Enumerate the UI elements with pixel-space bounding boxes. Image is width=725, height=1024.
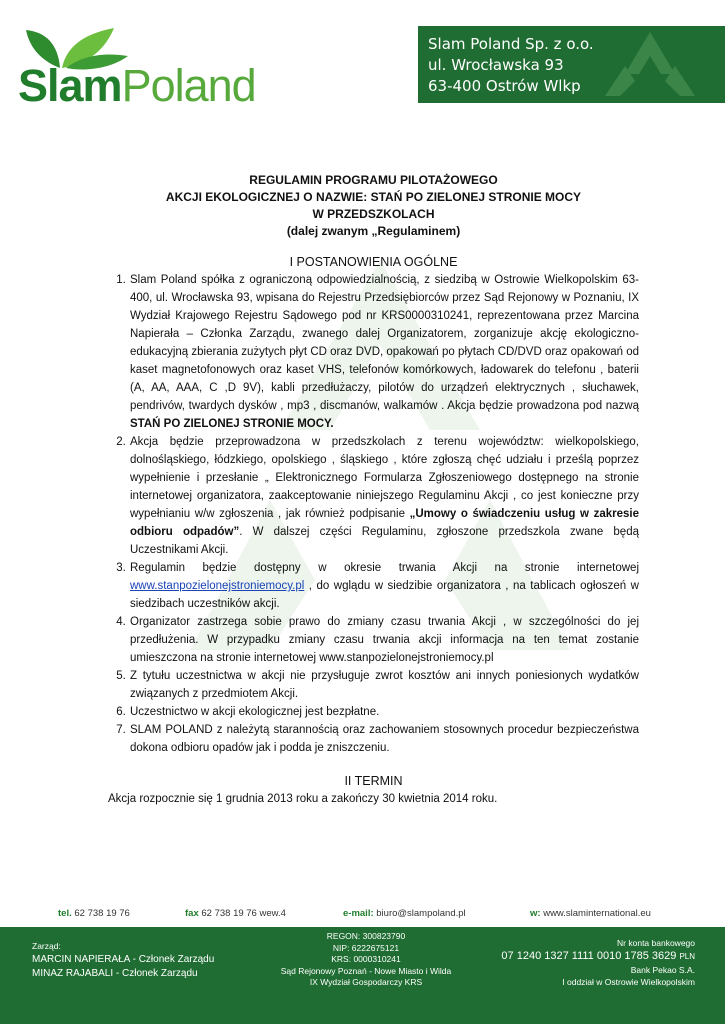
company-logo bbox=[18, 22, 328, 112]
list-item: 2. Akcja będzie przeprowadzona w przedszkolach z terenu województw: wielkopolskiego, dolnośląskiego, łódzkiego, opolskiego , śląskiego , które zgłoszą chęć udziału i prześlą poprzez wypełnienie i przesłanie „ Elektronicznego Formularza Zgłoszeniowego dostępnego na stronie internetowej organizatora, zaakceptowanie niniejszego Regulaminu Akcji , co jest konieczne przy wypełnianiu w/w zgłoszenia , jak również podpisanie „Umowy o świadczeniu usług w zakresie odbioru odpadów”. W dalszej części Regulaminu, zgłoszone przedszkola zwane będą Uczestnikami Akcji. bbox=[129, 433, 639, 559]
section-heading-term: II TERMIN bbox=[344, 774, 403, 788]
fax: fax 62 738 19 76 wew.4 bbox=[185, 908, 286, 919]
list-item: 5. Z tytułu uczestnictwa w akcji nie przysługuje zwrot kosztów ani innych poniesionych wydatków związanych z przedmiotem Akcji. bbox=[129, 667, 639, 703]
title-line: REGULAMIN PROGRAMU PILOTAŻOWEGO bbox=[249, 173, 498, 187]
title-line: (dalej zwanym „Regulaminem) bbox=[286, 224, 461, 238]
nip: NIP: 6222675121 bbox=[332, 942, 400, 953]
bank-branch: I oddział w Ostrowie Wielkopolskim bbox=[562, 977, 695, 987]
registry-info bbox=[276, 931, 456, 989]
bank-name: Bank Pekao S.A. bbox=[630, 965, 695, 975]
header-company-name: Slam Poland Sp. z o.o. bbox=[428, 35, 594, 53]
list-item: 7. SLAM POLAND z należytą starannością oraz zachowaniem stosownych procedur bezpieczeństwa dokona odbioru opadów jak i podda je zniszczeniu. bbox=[129, 721, 639, 757]
title-line: AKCJI EKOLOGICZNEJ O NAZWIE: STAŃ PO ZIELONEJ STRONIE MOCY bbox=[165, 190, 582, 204]
list-item: 3. Regulamin będzie dostępny w okresie trwania Akcji na stronie internetowej www.stanpozielonejstroniemocy.pl , do wglądu w siedzibie organizatora , na tablicach ogłoszeń w siedzibach uczestników akcji. bbox=[129, 559, 639, 613]
court-division: IX Wydział Gospodarczy KRS bbox=[309, 977, 423, 987]
court: Sąd Rejonowy Poznań - Nowe Miasto i Wilda bbox=[280, 965, 452, 976]
bank-label: Nr konta bankowego bbox=[617, 938, 695, 948]
title-line: W PRZEDSZKOLACH bbox=[312, 207, 435, 221]
board-member: MINAZ RAJABALI - Członek Zarządu bbox=[32, 968, 198, 979]
list-item: 4. Organizator zastrzega sobie prawo do zmiany czasu trwania Akcji , w szczególności do jej przedłużenia. W przypadku zmiany czasu trwania akcji informacja na ten temat zostanie umieszczona na stronie internetowej www.stanpozielonejstroniemocy.pl bbox=[129, 613, 639, 667]
website: w: www.slaminternational.eu bbox=[530, 908, 651, 919]
krs: KRS: 0000310241 bbox=[331, 954, 401, 964]
term-text: Akcja rozpocznie się 1 grudnia 2013 roku a zakończy 30 kwietnia 2014 roku. bbox=[108, 793, 498, 805]
logo-wordmark: SlamPoland bbox=[18, 60, 256, 111]
bank-info bbox=[465, 937, 695, 988]
regon: REGON: 300823790 bbox=[326, 931, 406, 941]
general-provisions-list bbox=[108, 271, 639, 757]
board-label: Zarząd: bbox=[32, 941, 61, 951]
email: e-mail: biuro@slampoland.pl bbox=[343, 908, 466, 919]
phone: tel. 62 738 19 76 bbox=[58, 908, 130, 919]
contact-line bbox=[0, 900, 725, 926]
company-address-box bbox=[418, 26, 725, 103]
company-footer bbox=[0, 927, 725, 1024]
regulations-document bbox=[108, 172, 639, 808]
doc-title bbox=[108, 172, 639, 240]
list-item: 6. Uczestnictwo w akcji ekologicznej jest bezpłatne. bbox=[129, 703, 639, 721]
recycle-watermark-icon bbox=[575, 26, 725, 103]
list-item: 1. Slam Poland spółka z ograniczoną odpowiedzialnością, z siedzibą w Ostrowie Wielkopolskim 63-400, ul. Wrocławska 93, wpisana do Rejestru Przedsiębiorców przez Sąd Rejonowy w Poznaniu, IX Wydział Krajowego Rejestru Sądowego pod nr KRS0000310241, reprezentowana przez Marcina Napierała – Członka Zarządu, zwanego dalej Organizatorem, zorganizuje akcję ekologiczno-edukacyjną zbierania zużytych płyt CD oraz DVD, opakowań po płytach CD/DVD oraz opakowań od kaset magnetofonowych oraz kaset VHS, telefonów komórkowych, ładowarek do telefonu , baterii (A, AA, AAA, C ,D 9V), kabli przedłużaczy, pilotów do urządzeń elektrycznych , słuchawek, pendrivów, twardych dysków , mp3 , discmanów, walkamów . Akcja będzie prowadzona pod nazwą STAŃ PO ZIELONEJ STRONIE MOCY. bbox=[129, 271, 639, 433]
section-heading-general: I POSTANOWIENIA OGÓLNE bbox=[289, 255, 458, 269]
website-link[interactable]: www.stanpozielonejstroniemocy.pl bbox=[130, 580, 305, 592]
bank-account: 07 1240 1327 1111 0010 1785 3629 PLN bbox=[501, 950, 695, 962]
header-city: 63-400 Ostrów Wlkp bbox=[428, 77, 581, 95]
board-member: MARCIN NAPIERAŁA - Członek Zarządu bbox=[32, 954, 215, 965]
header-street: ul. Wrocławska 93 bbox=[428, 56, 564, 74]
